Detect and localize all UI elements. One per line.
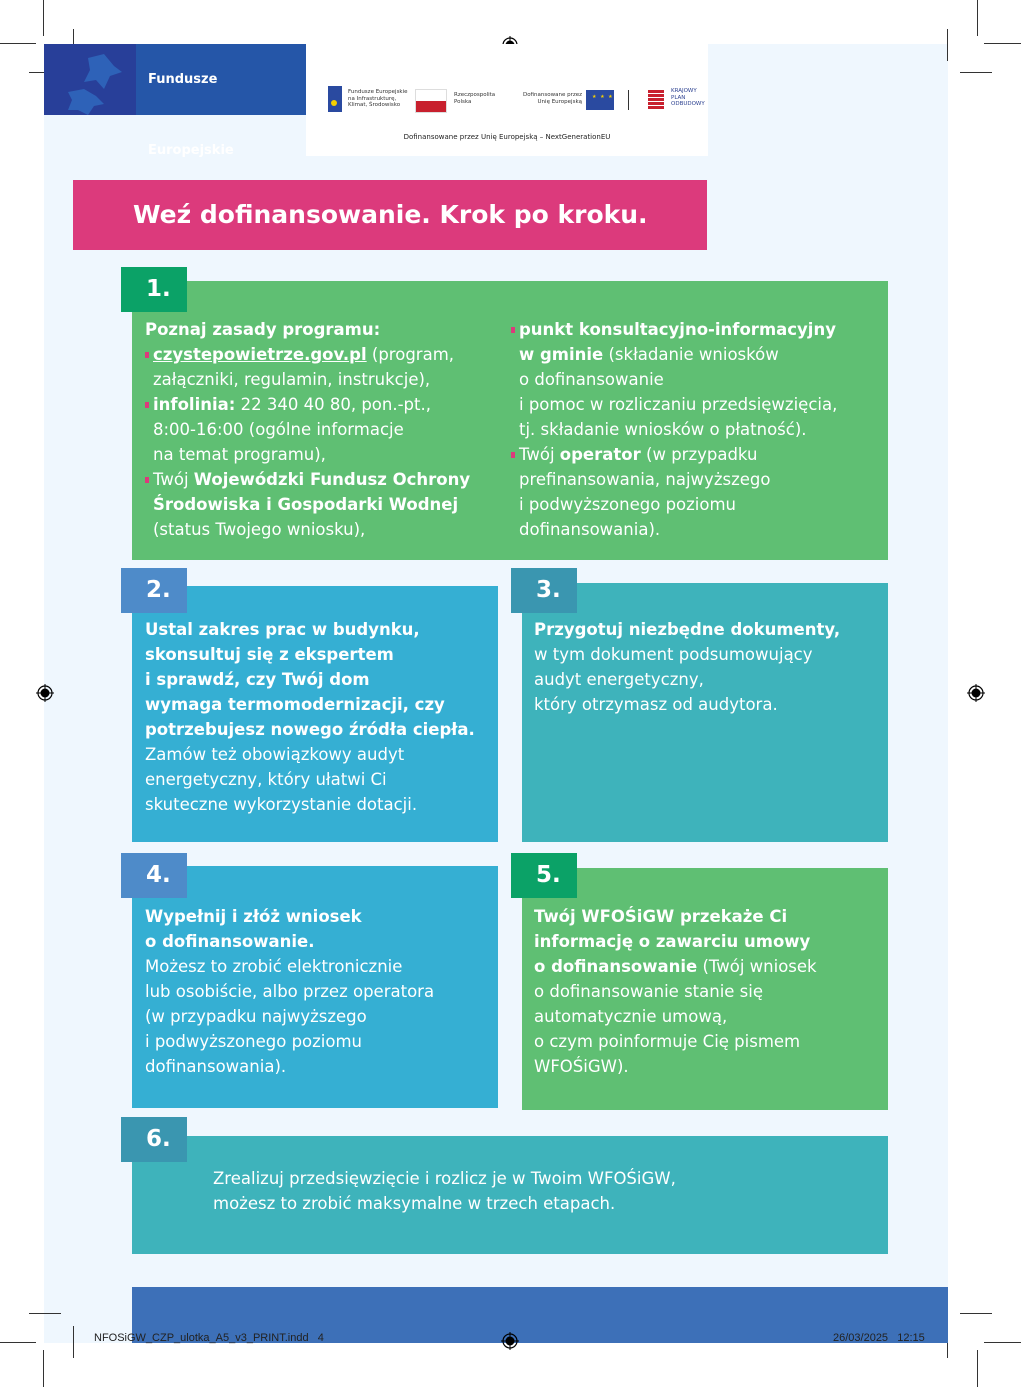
item-text: załączniki, regulamin, instrukcje), (153, 370, 431, 389)
step-3-text (534, 617, 884, 717)
item-text: 22 340 40 80, pon.-pt., (235, 395, 431, 414)
logo-text-line: Rzeczpospolita (454, 92, 496, 98)
step-text-line: Ustal zakres prac w budynku, (145, 620, 420, 639)
step-1-item-hotline (145, 392, 495, 417)
step-1-heading: Poznaj zasady programu: (145, 320, 381, 339)
crop-mark (43, 0, 44, 36)
logo-text-line: Fundusze Europejskie (348, 89, 408, 95)
step-text-line: Zamów też obowiązkowy audyt (145, 745, 405, 764)
registration-mark-icon (501, 1332, 519, 1350)
step-1-right-text (511, 317, 881, 542)
website-link[interactable]: czystepowietrze.gov.pl (153, 345, 367, 364)
step-text-line: o dofinansowanie stanie się (534, 982, 764, 1001)
registration-mark-icon (36, 684, 54, 702)
item-text: Twój (519, 445, 560, 464)
item-bold: Środowiska i Gospodarki Wodnej (153, 495, 459, 514)
step-6-badge: 6. (121, 1117, 187, 1162)
item-bold: operator (559, 445, 641, 464)
item-text: prefinansowania, najwyższego (519, 470, 771, 489)
step-text-line: automatycznie umową, (534, 1007, 728, 1026)
ngeu-caption: Dofinansowane przez Unię Europejską – NextGenerationEU (403, 133, 611, 141)
crop-mark (73, 1326, 74, 1358)
fe-infrastructure-logo-icon (328, 86, 342, 112)
item-text: i pomoc w rozliczaniu przedsięwzięcia, (519, 395, 838, 414)
step-text-line: i podwyższonego poziomu (145, 1032, 363, 1051)
step-5-badge: 5. (511, 853, 577, 898)
eu-funds-emblem-icon (44, 44, 136, 115)
poland-flag-icon (415, 89, 447, 113)
step-text-line: skuteczne wykorzystanie dotacji. (145, 795, 418, 814)
step-1-item-operator (511, 442, 881, 467)
step-text-line: Możesz to zrobić elektronicznie (145, 957, 403, 976)
eu-funds-label: Fundusze Europejskie (148, 72, 234, 158)
step-text-line: audyt energetyczny, (534, 670, 704, 689)
step-text-line: WFOŚiGW). (534, 1057, 629, 1076)
item-text: (w przypadku (640, 445, 758, 464)
eu-cofinanced-text (504, 92, 582, 105)
crop-mark (977, 1350, 978, 1387)
step-3-badge: 3. (511, 568, 577, 613)
step-text-line: i sprawdź, czy Twój dom (145, 670, 370, 689)
eu-flag-icon: ★ ★ ★ (586, 90, 614, 110)
step-text-line: o dofinansowanie. (145, 932, 315, 951)
kpo-logo-icon (648, 90, 664, 110)
logo-text-line: KRAJOWY (671, 88, 697, 94)
step-text-line: w tym dokument podsumowujący (534, 645, 813, 664)
print-slug-datetime: 26/03/2025 12:15 (833, 1332, 925, 1344)
step-text-bold: o dofinansowanie (534, 957, 698, 976)
item-bold: infolinia: (153, 395, 236, 414)
item-text: (status Twojego wniosku), (153, 520, 366, 539)
step-6-text (213, 1166, 873, 1216)
step-text-line: Przygotuj niezbędne dokumenty, (534, 620, 841, 639)
step-text-line: dofinansowania). (145, 1057, 287, 1076)
item-bold: Wojewódzki Fundusz Ochrony (193, 470, 471, 489)
step-text-line: informację o zawarciu umowy (534, 932, 811, 951)
step-text-line: Wypełnij i złóż wniosek (145, 907, 362, 926)
kpo-logo-text (671, 88, 705, 108)
item-text: (składanie wniosków (603, 345, 779, 364)
step-1-item-wfosigw (145, 467, 495, 492)
step-text-line: który otrzymasz od audytora. (534, 695, 778, 714)
crop-mark (984, 1342, 1021, 1343)
step-text-line: (w przypadku najwyższego (145, 1007, 367, 1026)
step-1-item-website (145, 342, 495, 367)
step-5-text (534, 904, 884, 1079)
logo-divider (628, 90, 629, 110)
logo-text-line: ODBUDOWY (671, 101, 705, 107)
step-text-line: (Twój wniosek (697, 957, 817, 976)
item-text: tj. składanie wniosków o płatność). (519, 420, 807, 439)
crop-mark (0, 1342, 36, 1343)
item-text: dofinansowania). (519, 520, 661, 539)
step-4-text (145, 904, 495, 1079)
item-text: Twój (153, 470, 194, 489)
registration-mark-icon (967, 684, 985, 702)
logo-text-line: Unię Europejską (537, 98, 582, 105)
title-banner (73, 180, 707, 250)
logo-text-line: Dofinansowane przez (522, 92, 582, 98)
item-text: 8:00-16:00 (ogólne informacje (153, 420, 404, 439)
item-bold: w gminie (519, 345, 604, 364)
crop-mark (977, 0, 978, 36)
logo-text-line: na Infrastrukturę, (348, 95, 397, 102)
item-text: i podwyższonego poziomu (519, 495, 737, 514)
step-text-line: Twój WFOŚiGW przekaże Ci (534, 907, 788, 926)
logo-text-line: PLAN (671, 94, 686, 101)
logo-text-line: Klimat, Środowisko (348, 102, 401, 108)
step-2-badge: 2. (121, 568, 187, 613)
crop-mark (960, 72, 992, 73)
crop-mark (43, 1350, 44, 1387)
fe-infrastructure-logo-text (348, 89, 408, 109)
step-text-line: energetyczny, który ułatwi Ci (145, 770, 387, 789)
step-text-line: możesz to zrobić maksymalne w trzech etapach. (213, 1194, 616, 1213)
step-text-line: Zrealizuj przedsięwzięcie i rozlicz je w Twoim WFOŚiGW, (213, 1169, 676, 1188)
item-text: na temat programu), (153, 445, 326, 464)
eu-funds-bar (44, 44, 306, 158)
rp-logo-text (454, 92, 495, 105)
step-1-badge: 1. (121, 267, 187, 312)
crop-mark (0, 43, 36, 44)
step-text-line: skonsultuj się z ekspertem (145, 645, 394, 664)
item-text: (program, (366, 345, 455, 364)
crop-mark (984, 43, 1021, 44)
page-title: Weź dofinansowanie. Krok po kroku. (133, 200, 648, 229)
step-1-item-consult-point: punkt konsultacyjno-informacyjny (511, 317, 881, 342)
crop-mark (947, 29, 948, 61)
step-text-line: lub osobiście, albo przez operatora (145, 982, 435, 1001)
step-text-line: o czym poinformuje Cię pismem (534, 1032, 801, 1051)
step-text-line: potrzebujesz nowego źródła ciepła. (145, 720, 475, 739)
step-4-badge: 4. (121, 853, 187, 898)
crop-mark (29, 1313, 61, 1314)
step-text-line: wymaga termomodernizacji, czy (145, 695, 445, 714)
crop-mark (960, 1313, 992, 1314)
print-slug-filename: NFOSiGW_CZP_ulotka_A5_v3_PRINT.indd 4 (94, 1332, 324, 1344)
logo-strip (306, 44, 708, 156)
step-1-left-text (145, 317, 495, 542)
logo-text-line: Polska (454, 98, 472, 105)
step-2-text (145, 617, 495, 817)
item-text: o dofinansowanie (519, 370, 664, 389)
